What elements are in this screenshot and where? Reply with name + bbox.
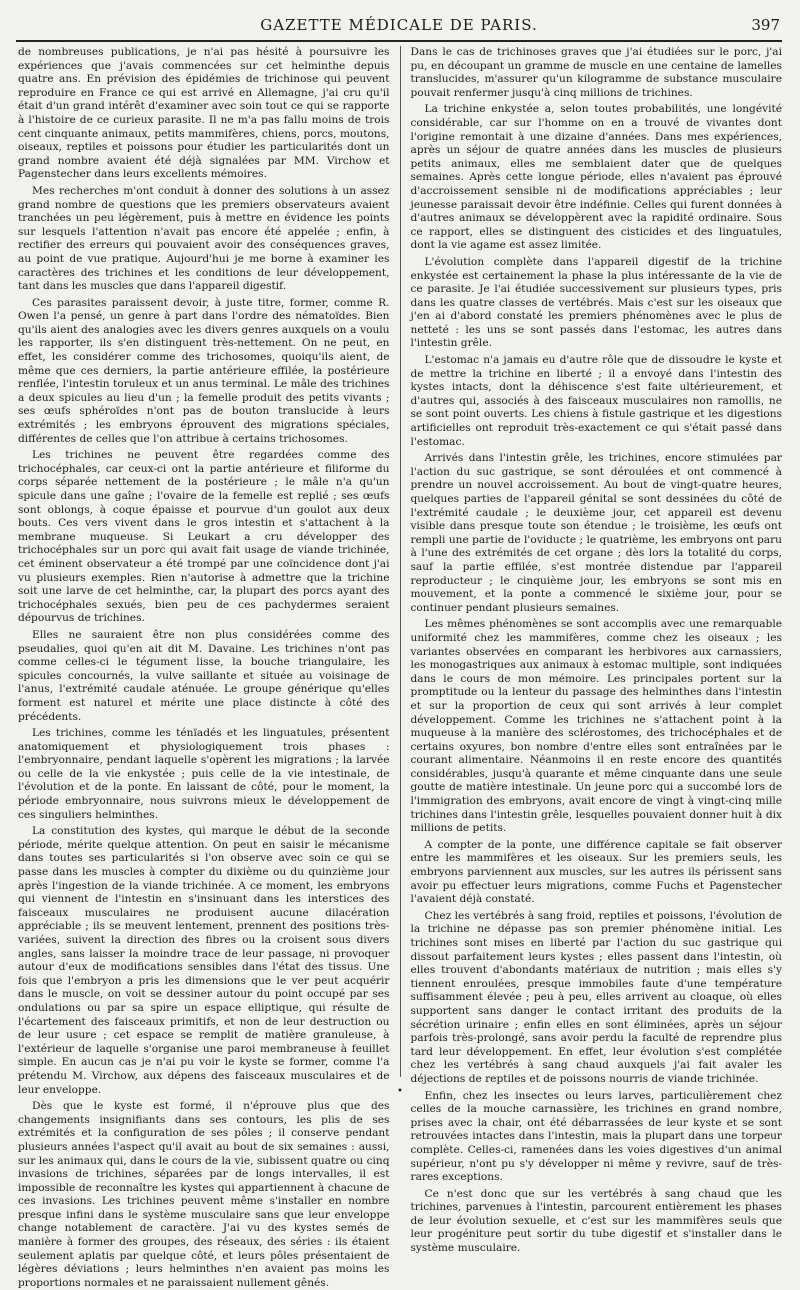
paragraph: L'estomac n'a jamais eu d'autre rôle que de dissoudre le kyste et de mettre la trichine en liberté ; il a envoyé dans l'intestin des kystes intacts, dont la déhiscence s'est faite ultérieurement, et d'autres qui, associés à des faisceaux musculaires non ramollis, ne se sont point ouverts. Les chiens à fistule gastrique et les digestions artificielles ont reproduit très-exactement ce qui s'était passé dans l'estomac. bbox=[410, 354, 782, 448]
paragraph: Ces parasites paraissent devoir, à juste titre, former, comme R. Owen l'a pensé, un genre à part dans l'ordre des nématoïdes. Bien qu'ils aient des analogies avec les divers genres auxquels on a voulu les rapporter, ils s'en distinguent très-nettement. On ne peut, en effet, les considérer comme des trichosomes, quoiqu'ils aient, de même que ces derniers, la partie antérieure effilée, la postérieure renflée, l'intestin toruleux et un anus terminal. Le mâle des trichines a deux spicules au lieu d'un ; la femelle produit des petits vivants ; ses œufs sphéroïdes n'ont pas de bouton translucide à leurs extrémités ; les embryons éprouvent des migrations spéciales, différentes de celles que l'on attribue à certains trichosomes. bbox=[18, 296, 390, 445]
paragraph: Ce n'est donc que sur les vertébrés à sang chaud que les trichines, parvenues à l'intestin, parcourent entièrement les phases de leur évolution sexuelle, et c'est sur les mammifères seuls que leur progéniture peut sortir du tube digestif et s'installer dans le système musculaire. bbox=[410, 1187, 782, 1255]
paragraph: Arrivés dans l'intestin grêle, les trichines, encore stimulées par l'action du suc gastrique, se sont déroulées et ont commencé à prendre un nouvel accroissement. Au bout de vingt-quatre heures, quelques parties de l'appareil génital se sont dessinées du côté de l'extrémité caudale ; le deuxième jour, cet appareil est devenu visible dans presque toute son étendue ; le troisième, les œufs ont rempli une partie de l'oviducte ; le quatrième, les embryons ont paru à l'une des extrémités de cet organe ; dès lors la totalité du corps, sauf la partie effilée, s'est montrée distendue par l'appareil reproducteur ; le cinquième jour, les embryons se sont mis en mouvement, et la ponte a commencé le sixième jour, pour se continuer pendant plusieurs semaines. bbox=[410, 452, 782, 614]
text-columns bbox=[18, 46, 782, 1289]
footer-ornament: • bbox=[397, 1086, 403, 1097]
page-number: 397 bbox=[751, 16, 780, 34]
paragraph: A compter de la ponte, une différence capitale se fait observer entre les mammifères et les oiseaux. Sur les premiers seuls, les embryons parviennent aux muscles, sur les autres ils périssent sans avoir pu effectuer leurs migrations, comme Fuchs et Pagenstecher l'avaient déjà constaté. bbox=[410, 838, 782, 906]
left-column bbox=[18, 46, 390, 1289]
paragraph: L'évolution complète dans l'appareil digestif de la trichine enkystée est certainement la phase la plus intéressante de la vie de ce parasite. Je l'ai étudiée successivement sur plusieurs types, pris dans les quatre classes de vertébrés. Mais c'est sur les oiseaux que j'en ai d'abord constaté les premiers phénomènes avec le plus de netteté : les uns se sont passés dans l'estomac, les autres dans l'intestin grêle. bbox=[410, 255, 782, 350]
right-column bbox=[410, 46, 783, 1255]
paragraph: Les mêmes phénomènes se sont accomplis avec une remarquable uniformité chez les mammifères, comme chez les oiseaux ; les variantes observées en comparant les herbivores aux carnassiers, les monogastriques aux animaux à estomac multiple, sont indiquées dans le cours de mon mémoire. Les principales portent sur la promptitude ou la lenteur du passage des helminthes dans l'intestin et sur la proportion de ceux qui sont arrivés à leur complet développement. Comme les trichines ne s'attachent point à la muqueuse à la manière des sclérostomes, des trichocéphales et de certains oxyures, bon nombre d'entre elles sont entraînées par le courant alimentaire. Néanmoins il en reste encore des quantités considérables, jusqu'à quarante et même cinquante dans une seule goutte de matière intestinale. Un jeune porc qui a succombé lors de l'immigration des embryons, avait encore de vingt à vingt-cinq mille trichines dans l'intestin grêle, lesquelles pouvaient donner huit à dix millions de petits. bbox=[410, 618, 782, 835]
paragraph: La constitution des kystes, qui marque le début de la seconde période, mérite quelque attention. On peut en saisir le mécanisme dans toutes ses particularités si l'on observe avec soin ce qui se passe dans les muscles à compter du dixième ou du quinzième jour après l'ingestion de la viande trichinée. A ce moment, les embryons qui viennent de l'intestin en s'insinuant dans les interstices des faisceaux musculaires ne produisent aucune dilacération appréciable ; ils se meuvent lentement, prennent des positions très-variées, suivent la direction des fibres ou la croisent sous divers angles, sans laisser la moindre trace de leur passage, ni provoquer autour d'eux de modifications sensibles dans l'état des tissus. Une fois que l'embryon a pris les dimensions que le ver peut acquérir dans le muscle, on voit se dessiner autour du point occupé par ses ondulations ou par sa spire un espace elliptique, qui résulte de l'écartement des faisceaux primitifs, et non de leur destruction ou de leur usure ; cet espace se remplit de matière granuleuse, à l'extérieur de laquelle s'organise une paroi membraneuse à feuillet simple. En aucun cas je n'ai pu voir le kyste se former, comme l'a prétendu M. Virchow, aux dépens des faisceaux musculaires et de leur enveloppe. bbox=[18, 825, 390, 1096]
paragraph: Enfin, chez les insectes ou leurs larves, particulièrement chez celles de la mouche carnassière, les trichines en grand nombre, prises avec la chair, ont été débarrassées de leur kyste et se sont retrouvées intactes dans l'intestin, mais la plupart dans une torpeur complète. Celles-ci, ramenées dans les voies digestives d'un animal supérieur, n'ont pu s'y développer ni même y revivre, sauf de très-rares exceptions. bbox=[410, 1089, 782, 1184]
paragraph: La trichine enkystée a, selon toutes probabilités, une longévité considérable, car sur l'homme on en a trouvé de vivantes dont l'origine remontait à une dizaine d'années. Dans mes expériences, après un séjour de quatre années dans les muscles de plusieurs petits animaux, elles me semblaient dater que de quelques semaines. Après cette longue période, elles n'avaient pas éprouvé d'accroissement sensible ni de modifications appréciables ; leur jeunesse paraissait devoir être indéfinie. Celles qui furent données à d'autres animaux se développèrent avec la rapidité ordinaire. Sous ce rapport, elles se distinguent des cisticides et des linguatules, dont la vie agame est assez limitée. bbox=[410, 103, 782, 252]
paragraph: Elles ne sauraient être non plus considérées comme des pseudalies, quoi qu'en ait dit M. Davaine. Les trichines n'ont pas comme celles-ci le tégument lisse, la bouche triangulaire, les spicules concournés, la vulve saillante et située au voisinage de l'anus, l'extrémité caudale aténuée. Le groupe générique qu'elles forment est naturel et mérite une place distincte à côté des précédents. bbox=[18, 628, 390, 723]
column-divider bbox=[400, 46, 401, 1077]
paragraph: Mes recherches m'ont conduit à donner des solutions à un assez grand nombre de questions que les premiers observateurs avaient tranchées un peu légèrement, puis à mettre en évidence les points sur lesquels l'attention n'avait pas encore été appelée ; enfin, à rectifier des erreurs qui pouvaient avoir des conséquences graves, au point de vue pratique. Aujourd'hui je me borne à examiner les caractères des trichines et les conditions de leur développement, tant dans les muscles que dans l'appareil digestif. bbox=[18, 184, 390, 293]
paragraph: Dès que le kyste est formé, il n'éprouve plus que des changements insignifiants dans ses contours, les plis de ses extrémités et la configuration de ses pôles ; il conserve pendant plusieurs années l'aspect qu'il avait au bout de six semaines : aussi, sur les animaux qui, dans le cours de la vie, subissent quatre ou cinq invasions de trichines, séparées par de longs intervalles, il est impossible de reconnaître les kystes qui appartiennent à chacune de ces invasions. Les trichines peuvent même s'installer en nombre presque infini dans le système musculaire sans que leur enveloppe change notablement de caractère. J'ai vu des kystes semés de manière à former des groupes, des réseaux, des séries : ils étaient seulement aplatis par quelque côté, et leurs pôles présentaient de légères déviations ; leurs helminthes n'en avaient pas moins les proportions normales et ne paraissaient nullement gênés. bbox=[18, 1100, 390, 1289]
paragraph: Chez les vertébrés à sang froid, reptiles et poissons, l'évolution de la trichine ne dépasse pas son premier phénomène initial. Les trichines sont mises en liberté par l'action du suc gastrique qui dissout parfaitement leurs kystes ; elles passent dans l'intestin, où elles trouvent d'abondants matériaux de nutrition ; mais elles s'y tiennent enroulées, presque immobiles faute d'une température suffisamment élevée ; peu à peu, elles arrivent au cloaque, où elles supportent sans danger le contact irritant des produits de la sécrétion urinaire ; enfin elles en sont éliminées, après un séjour parfois très-prolongé, sans avoir perdu la faculté de reprendre plus tard leur développement. En effet, leur évolution s'est complétée chez les vertébrés à sang chaud auxquels j'ai fait avaler les déjections de reptiles et de poissons nourris de viande trichinée. bbox=[410, 909, 782, 1085]
running-title: GAZETTE MÉDICALE DE PARIS. bbox=[260, 16, 538, 34]
paragraph: Les trichines, comme les ténïadés et les linguatules, présentent anatomiquement et physiologiquement trois phases : l'embryonnaire, pendant laquelle s'opèrent les migrations ; la larvée ou celle de la vie enkystée ; puis celle de la vie intestinale, de l'évolution et de la ponte. En laissant de côté, pour le moment, la période embryonnaire, nous suivrons mieux le développement de ces singuliers helminthes. bbox=[18, 727, 390, 821]
page-header bbox=[16, 14, 782, 42]
paragraph: de nombreuses publications, je n'ai pas hésité à poursuivre les expériences que j'avais commencées sur cet helminthe depuis quatre ans. En prévision des épidémies de trichinose qui peuvent reproduire en France ce qui est arrivé en Allemagne, j'ai cru qu'il était d'un grand intérêt d'examiner avec soin tout ce qui se rapporte à l'histoire de ce curieux parasite. Il ne m'a pas fallu moins de trois cent cinquante animaux, petits mammifères, chiens, porcs, moutons, oiseaux, reptiles et poissons pour étudier les particularités dont un grand nombre avaient été déjà signalées par MM. Virchow et Pagenstecher dans leurs excellents mémoires. bbox=[18, 46, 390, 181]
paragraph: Dans le cas de trichinoses graves que j'ai étudiées sur le porc, j'ai pu, en découpant un gramme de muscle en une centaine de lamelles translucides, m'assurer qu'un kilogramme de substance musculaire pouvait renfermer jusqu'à cinq millions de trichines. bbox=[410, 46, 782, 99]
paragraph: Les trichines ne peuvent être regardées comme des trichocéphales, car ceux-ci ont la partie antérieure et filiforme du corps séparée nettement de la postérieure ; le mâle n'a qu'un spicule dans une gaîne ; l'ovaire de la femelle est replié ; ses œufs sont oblongs, à coque épaisse et pourvue d'un goulot aux deux bouts. Ces vers vivent dans le gros intestin et s'attachent à la membrane muqueuse. Si Leukart a cru développer des trichocéphales sur un porc qui avait fait usage de viande trichinée, cet éminent observateur a été trompé par une coïncidence dont j'ai vu plusieurs exemples. Rien n'autorise à admettre que la trichine soit une larve de cet helminthe, car, la plupart des porcs ayant des trichocéphales sexués, bien peu de ces pachydermes seraient dépourvus de trichines. bbox=[18, 449, 390, 625]
